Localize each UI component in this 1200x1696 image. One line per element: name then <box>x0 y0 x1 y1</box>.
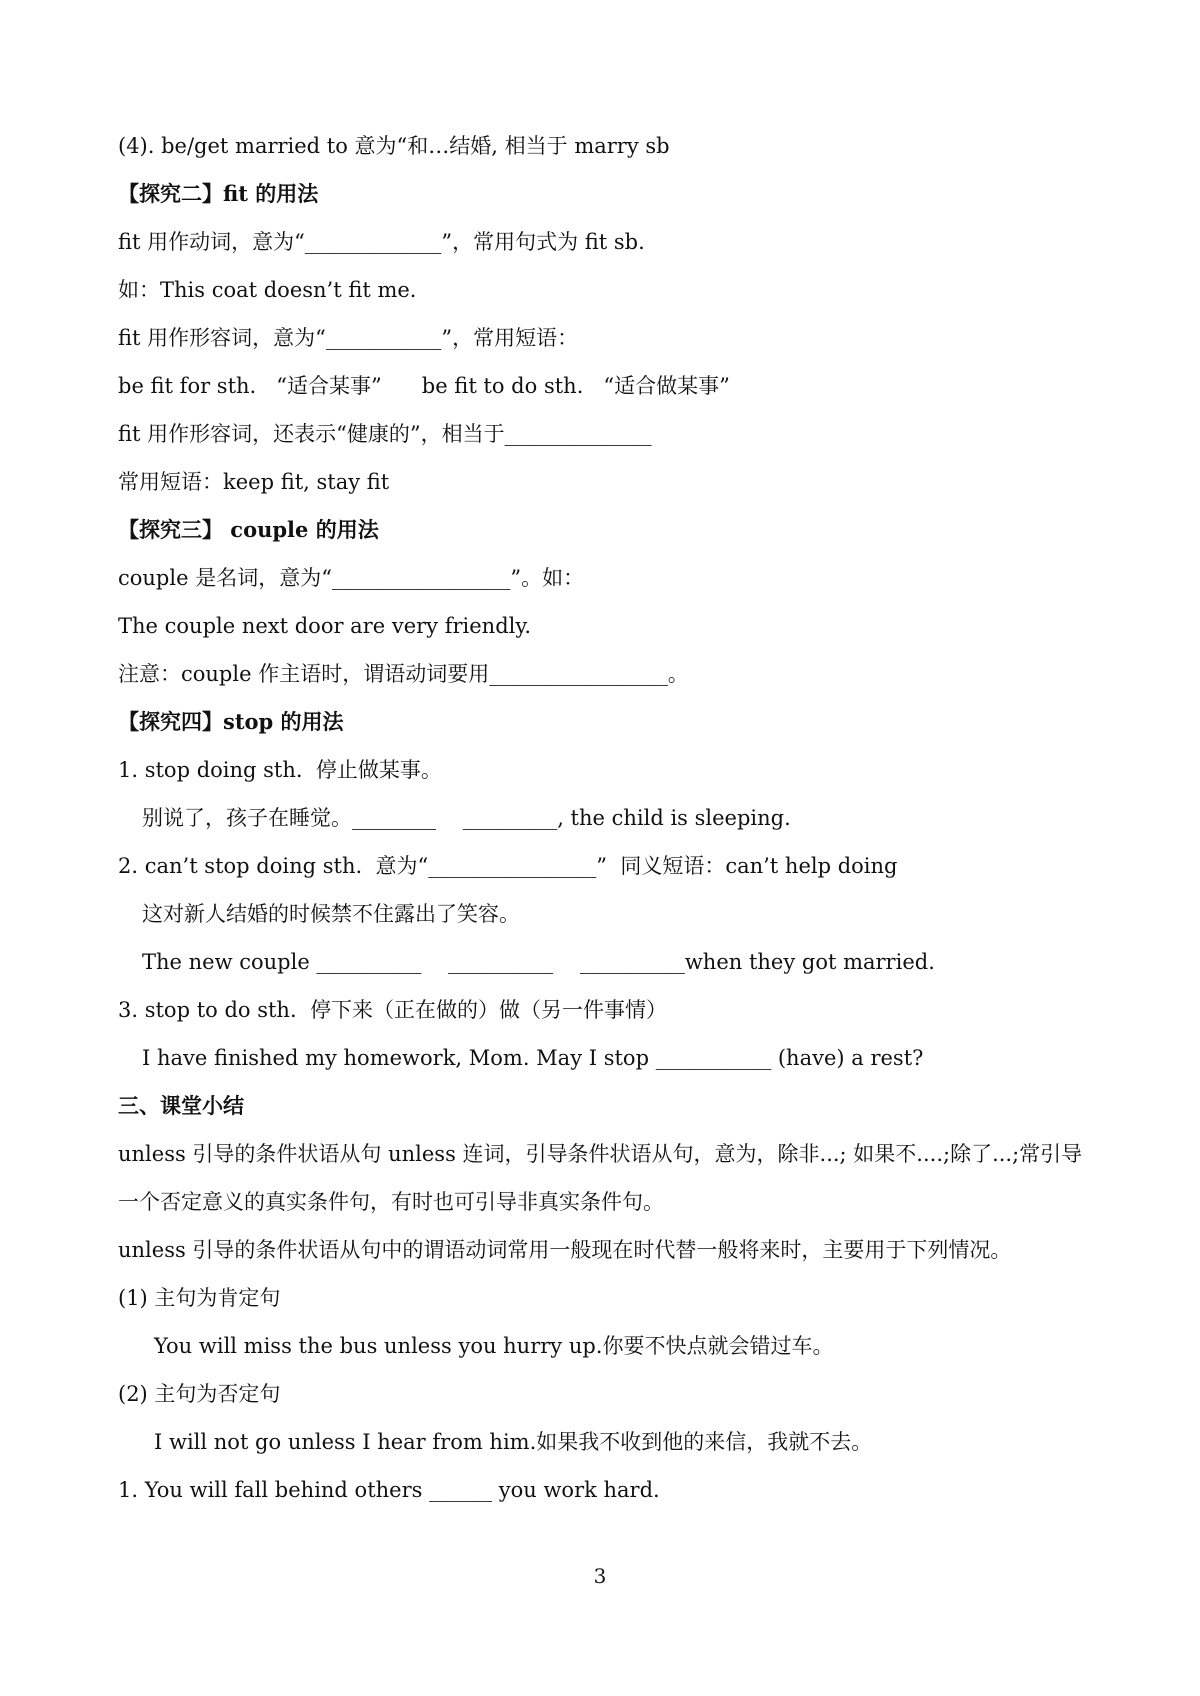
line-cant-stop-doing: 2. can’t stop doing sth. 意为“________________” 同义短语：can’t help doing <box>118 854 898 878</box>
line-fit-verb: fit 用作动词，意为“_____________”，常用句式为 fit sb. <box>118 230 645 254</box>
line-couple-noun: couple 是名词，意为“_________________”。如： <box>118 566 585 590</box>
line-couple-smile-cn: 这对新人结婚的时候禁不住露出了笑容。 <box>142 902 520 926</box>
line-married-to: (4). be/get married to 意为“和…结婚, 相当于 marry sb <box>118 134 670 158</box>
heading-class-summary: 三、课堂小结 <box>118 1093 244 1118</box>
line-couple-example: The couple next door are very friendly. <box>118 614 532 638</box>
line-fit-healthy: fit 用作形容词，还表示“健康的”，相当于______________ <box>118 422 652 446</box>
heading-explore-four-stop: 【探究四】stop 的用法 <box>118 709 344 734</box>
document-page <box>118 122 1098 1514</box>
line-example-bus: You will miss the bus unless you hurry up.你要不快点就会错过车。 <box>154 1334 834 1358</box>
line-fit-example: 如：This coat doesn’t fit me. <box>118 278 417 302</box>
line-keep-fit: 常用短语：keep fit, stay fit <box>118 470 390 494</box>
line-couple-note: 注意：couple 作主语时，谓语动词要用_________________。 <box>118 662 689 686</box>
paragraph-unless-intro: unless 引导的条件状语从句 unless 连词，引导条件状语从句，意为，除非...; 如果不....;除了...;常引导一个否定意义的真实条件句，有时也可引导非真实条件句。 <box>118 1142 1083 1214</box>
line-example-letter: I will not go unless I hear from him.如果我不收到他的来信，我就不去。 <box>154 1430 873 1454</box>
line-fit-adjective: fit 用作形容词，意为“___________”，常用短语： <box>118 326 579 350</box>
line-couple-smile-en: The new couple __________ __________ __________when they got married. <box>142 950 935 974</box>
paragraph-unless-tense: unless 引导的条件状语从句中的谓语动词常用一般现在时代替一般将来时，主要用于下列情况。 <box>118 1238 1012 1262</box>
line-stop-to-do-exercise: I have finished my homework, Mom. May I stop ___________ (have) a rest? <box>142 1046 924 1070</box>
line-fit-phrases: be fit for sth. “适合某事” be fit to do sth. “适合做某事” <box>118 374 730 398</box>
line-exercise-fall-behind: 1. You will fall behind others ______ you work hard. <box>118 1478 660 1502</box>
line-stop-doing: 1. stop doing sth. 停止做某事。 <box>118 758 442 782</box>
line-stop-doing-exercise: 别说了，孩子在睡觉。________ _________, the child is sleeping. <box>142 806 791 830</box>
heading-explore-three-couple: 【探究三】 couple 的用法 <box>118 517 379 542</box>
page-number: 3 <box>593 1564 607 1588</box>
line-stop-to-do: 3. stop to do sth. 停下来（正在做的）做（另一件事情） <box>118 998 667 1022</box>
line-negative-main: (2) 主句为否定句 <box>118 1382 281 1406</box>
line-affirmative-main: (1) 主句为肯定句 <box>118 1286 281 1310</box>
heading-explore-two-fit: 【探究二】fit 的用法 <box>118 181 319 206</box>
